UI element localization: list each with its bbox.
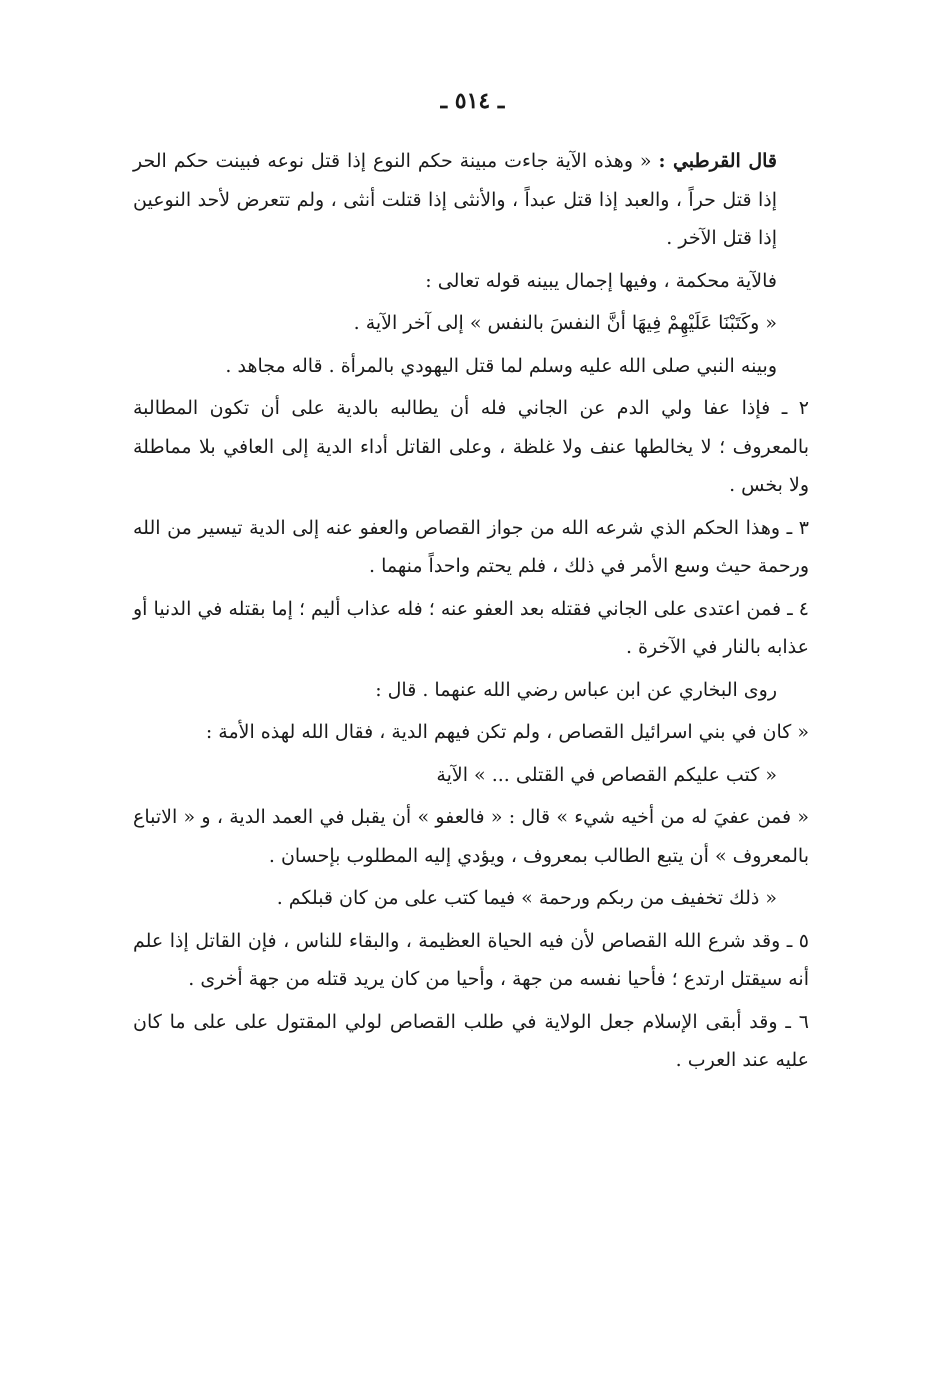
paragraph-text: « وهذه الآية جاءت مبينة حكم النوع إذا قتل نوعه فبينت حكم الحر إذا قتل حراً ، والعبد إذا قتل عبداً ، والأنثى إذا قتلت أنثى ، ولم تتعرض لأحد النوعين إذا قتل الآخر . xyxy=(133,150,777,249)
paragraph-point-6: ٦ ـ وقد أبقى الإسلام جعل الولاية في طلب القصاص لولي المقتول على على ما كان عليه عند العرب . xyxy=(133,1010,809,1071)
paragraph-bukhari: روى البخاري عن ابن عباس رضي الله عنهما . قال : xyxy=(375,678,777,701)
paragraph-point-2: ٢ ـ فإذا عفا ولي الدم عن الجاني فله أن يطالبه بالدية على أن تكون المطالبة بالمعروف ؛ لا يخالطها عنف ولا غلظة ، وعلى القاتل أداء الدية إلى العافي بلا مماطلة ولا بخس . xyxy=(133,397,809,496)
paragraph-verse-intro: فالآية محكمة ، وفيها إجمال يبينه قوله تعالى : xyxy=(425,269,777,292)
paragraph-takhfif: « ذلك تخفيف من ربكم ورحمة » فيما كتب على من كان قبلكم . xyxy=(276,887,777,909)
paragraph-point-4: ٤ ـ فمن اعتدى على الجاني فقتله بعد العفو عنه ؛ فله عذاب أليم ؛ إما بقتله في الدنيا أو عذابه بالنار في الآخرة . xyxy=(133,597,809,658)
paragraph-prophet: وبينه النبي صلى الله عليه وسلم لما قتل اليهودي بالمرأة . قاله مجاهد . xyxy=(225,354,777,377)
paragraph-point-5: ٥ ـ وقد شرع الله القصاص لأن فيه الحياة العظيمة ، والبقاء للناس ، فإن القاتل إذا علم أنه سيقتل ارتدع ؛ فأحيا نفسه من جهة ، وأحيا من كان يريد قتله من جهة أخرى . xyxy=(133,929,809,990)
paragraph-verse: « وكَتَبْنَا عَلَيْهِمْ فِيهَا أنَّ النفسَ بالنفس » إلى آخر الآية . xyxy=(353,312,777,334)
page-number: ـ ٥١٤ ـ xyxy=(440,88,505,114)
paragraph-qurtubi xyxy=(133,142,817,258)
paragraph-quote-verse: « كتب عليكم القصاص في القتلى ... » الآية xyxy=(436,763,777,786)
paragraph-afw: « فمن عفيَ له من أخيه شيء » قال : « فالعفو » أن يقبل في العمد الدية ، و « الاتباع بالمعروف » أن يتبع الطالب بمعروف ، ويؤدي إليه المطلوب بإحسان . xyxy=(133,806,809,867)
paragraph-point-3: ٣ ـ وهذا الحكم الذي شرعه الله من جواز القصاص والعفو عنه إلى الدية تيسير من الله ورحمة حيث وسع الأمر في ذلك ، فلم يحتم واحداً منهما . xyxy=(133,516,809,577)
paragraph-hadith: « كان في بني اسرائيل القصاص ، ولم تكن فيهم الدية ، فقال الله لهذه الأمة : xyxy=(205,721,809,743)
page-body xyxy=(133,142,817,1080)
speaker-label: قال القرطبي : xyxy=(658,150,777,172)
